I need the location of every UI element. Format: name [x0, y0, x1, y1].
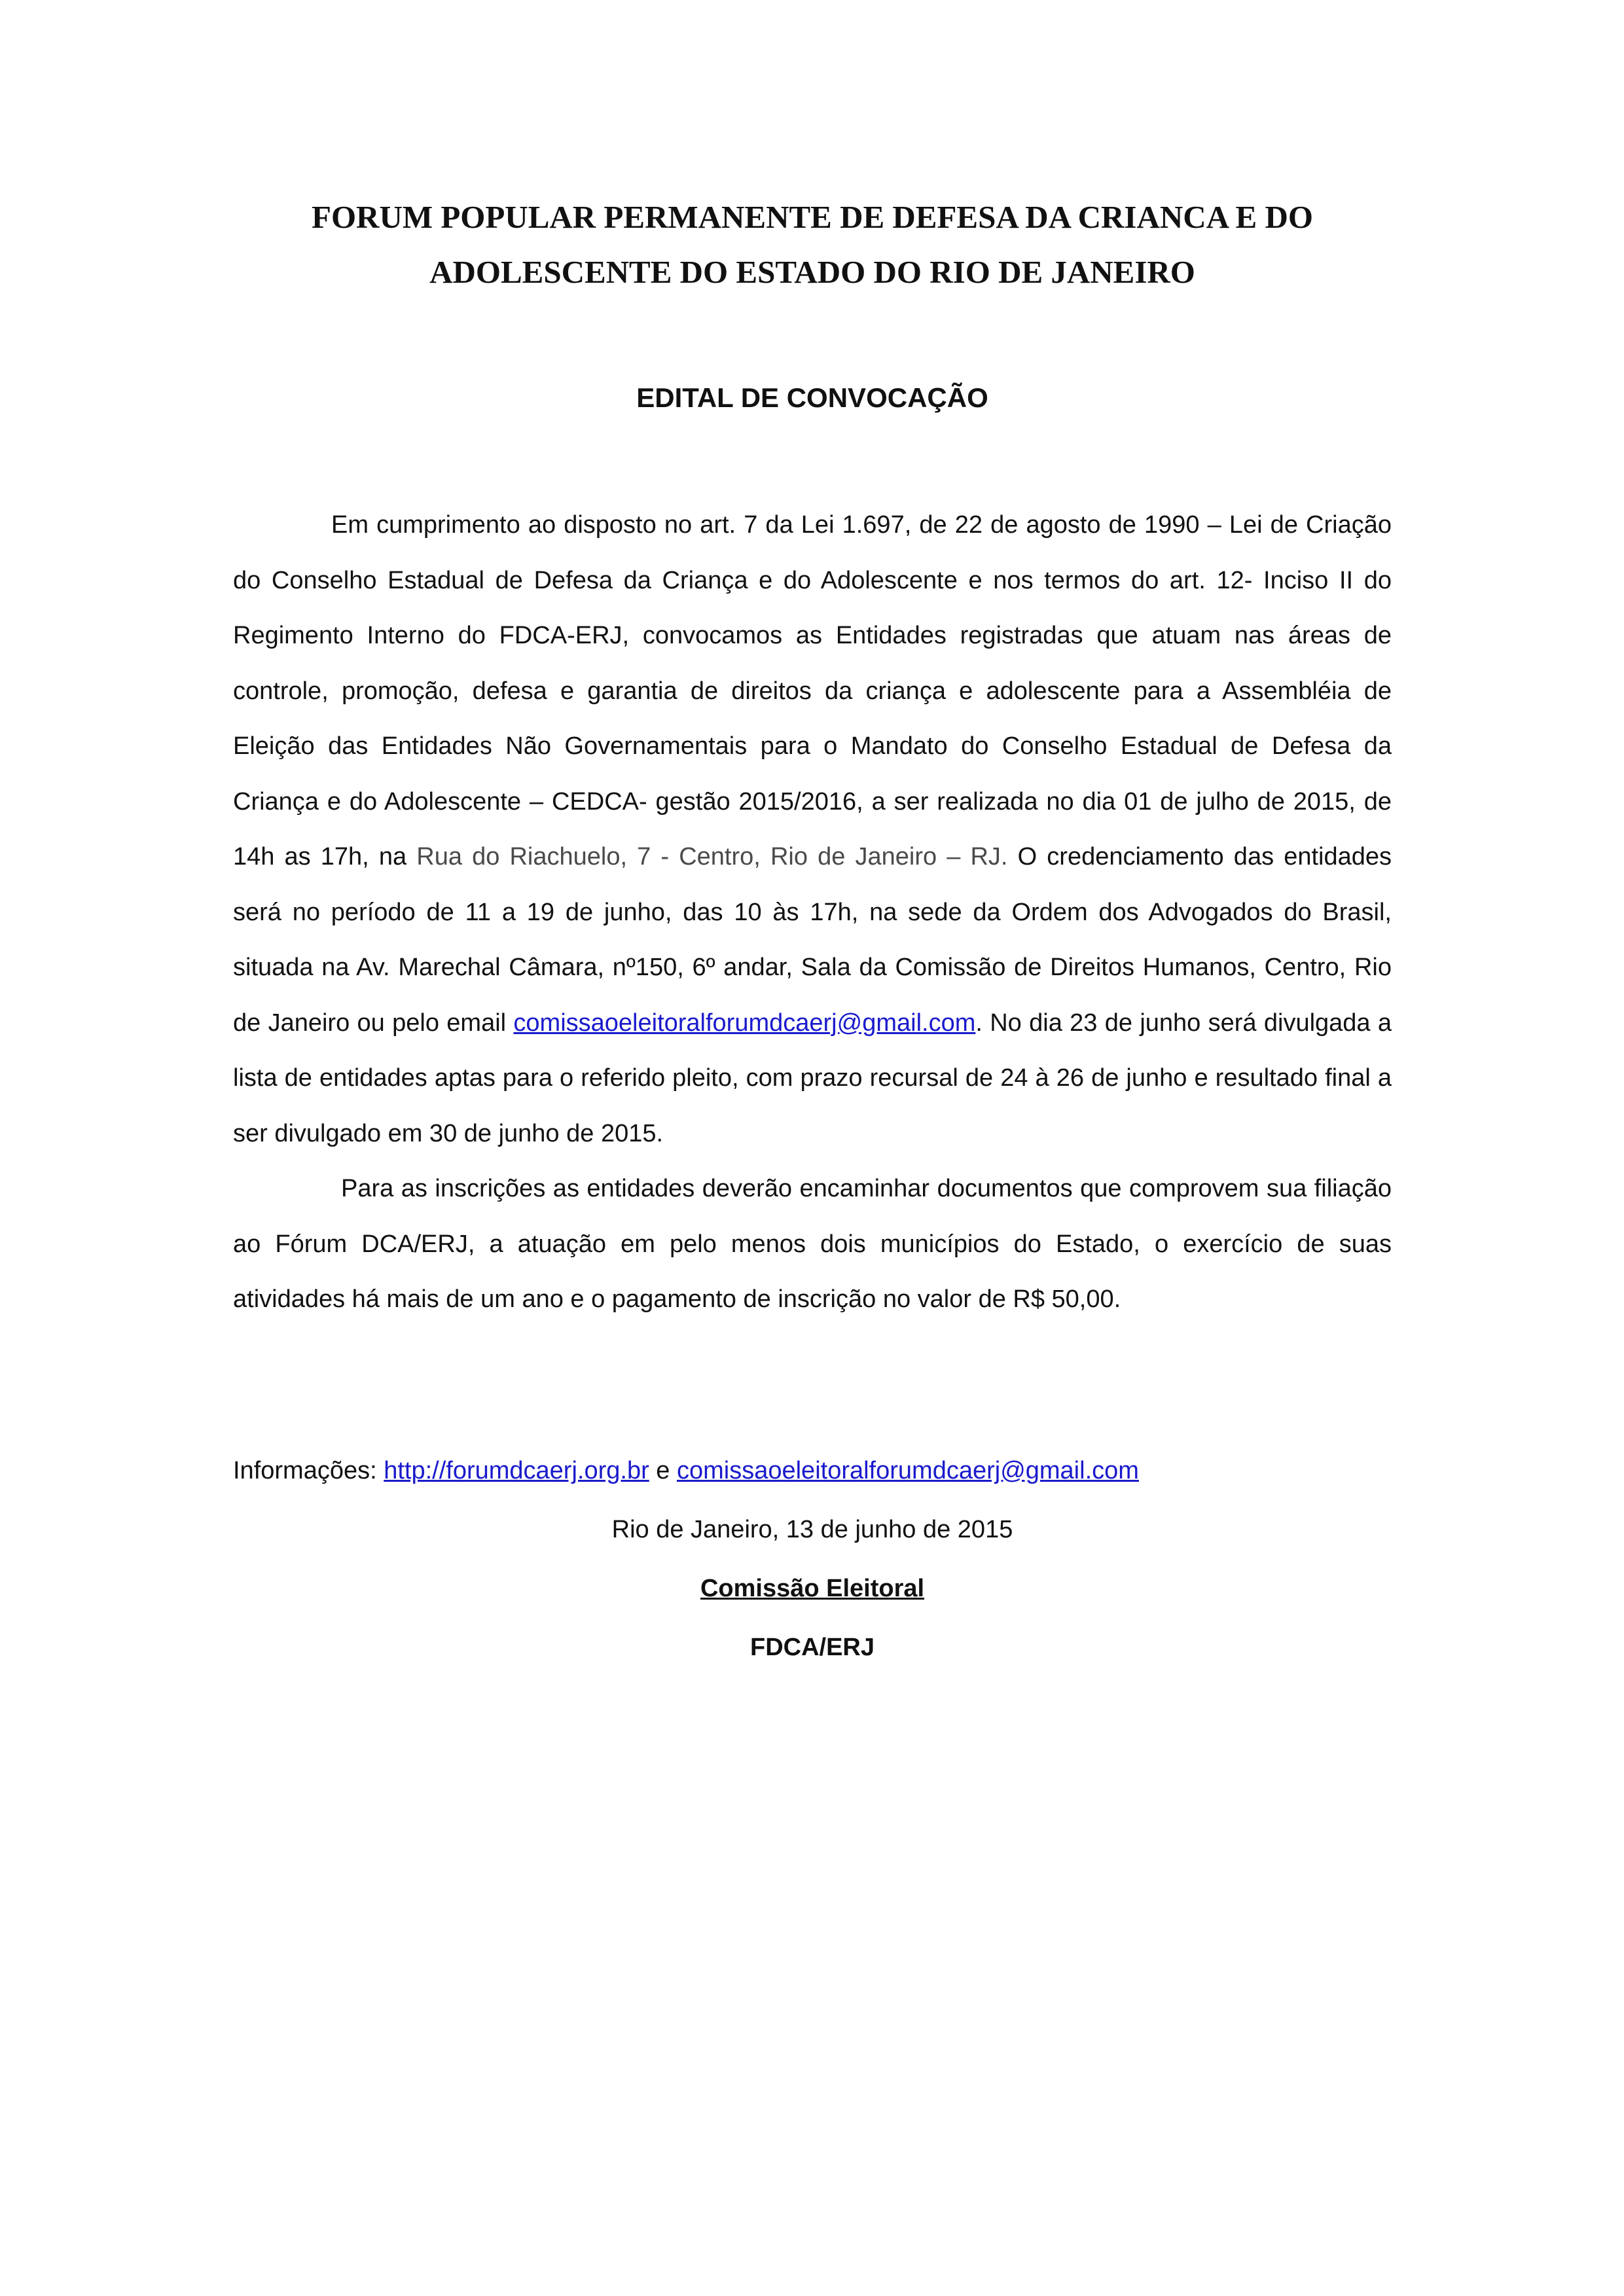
- organization-header-line-2: ADOLESCENTE DO ESTADO DO RIO DE JANEIRO: [429, 254, 1195, 290]
- paragraph-registration: Para as inscrições as entidades deverão encaminhar documentos que comprovem sua filiação ao Fórum DCA/ERJ, a atuação em pelo menos dois municípios do Estado, o exercício de suas atividades há mais de um ano e o pagamento de inscrição no valor de R$ 50,00.: [233, 1175, 1392, 1313]
- paragraph-convocation: [233, 497, 1392, 1161]
- organization-header: [233, 190, 1392, 300]
- assembly-address: Rua do Riachuelo, 7 - Centro, Rio de Janeiro – RJ.: [416, 843, 1008, 870]
- paragraph-1-text-a: Em cumprimento ao disposto no art. 7 da Lei 1.697, de 22 de agosto de 1990 – Lei de Criação do Conselho Estadual de Defesa da Criança e do Adolescente e nos termos do art. 12- Inciso II do Regimento Interno do FDCA-ERJ, convocamos as Entidades registradas que atuam nas áreas de controle, promoção, defesa e garantia de direitos da criança e adolescente para a Assembléia de Eleição das Entidades Não Governamentais para o Mandato do Conselho Estadual de Defesa da Criança e do Adolescente – CEDCA- gestão 2015/2016, a ser realizada no dia 01 de julho de 2015, de 14h as 17h, na: [233, 511, 1392, 870]
- information-line: [233, 1443, 1392, 1498]
- email-link-info[interactable]: comissaoeleitoralforumdcaerj@gmail.com: [676, 1457, 1139, 1484]
- information-connector: e: [649, 1457, 677, 1484]
- paragraph-1-text-c: . No dia 23 de junho será divulgada a lista de entidades aptas para o referido pleito, com prazo recursal de 24 à 26 de junho e resultado final a ser divulgado em 30 de junho de 2015.: [233, 1009, 1392, 1147]
- place-and-date: Rio de Janeiro, 13 de junho de 2015: [611, 1516, 1013, 1543]
- email-link-paragraph[interactable]: comissaoeleitoralforumdcaerj@gmail.com: [513, 1009, 976, 1037]
- commission-name: Comissão Eleitoral: [700, 1575, 925, 1602]
- information-label: Informações:: [233, 1457, 384, 1484]
- organization-header-line-1: FORUM POPULAR PERMANENTE DE DEFESA DA CRIANCA E DO: [312, 199, 1313, 235]
- website-link[interactable]: http://forumdcaerj.org.br: [384, 1457, 649, 1484]
- signature-organization: FDCA/ERJ: [749, 1634, 875, 1661]
- document-body: [233, 497, 1392, 1327]
- document-title: EDITAL DE CONVOCAÇÃO: [636, 382, 988, 413]
- paragraph-1-text-b: O credenciamento das entidades será no período de 11 a 19 de junho, das 10 às 17h, na sede da Ordem dos Advogados do Brasil, situada na Av. Marechal Câmara, nº150, 6º andar, Sala da Comissão de Direitos Humanos, Centro, Rio de Janeiro ou pelo email: [233, 843, 1392, 1037]
